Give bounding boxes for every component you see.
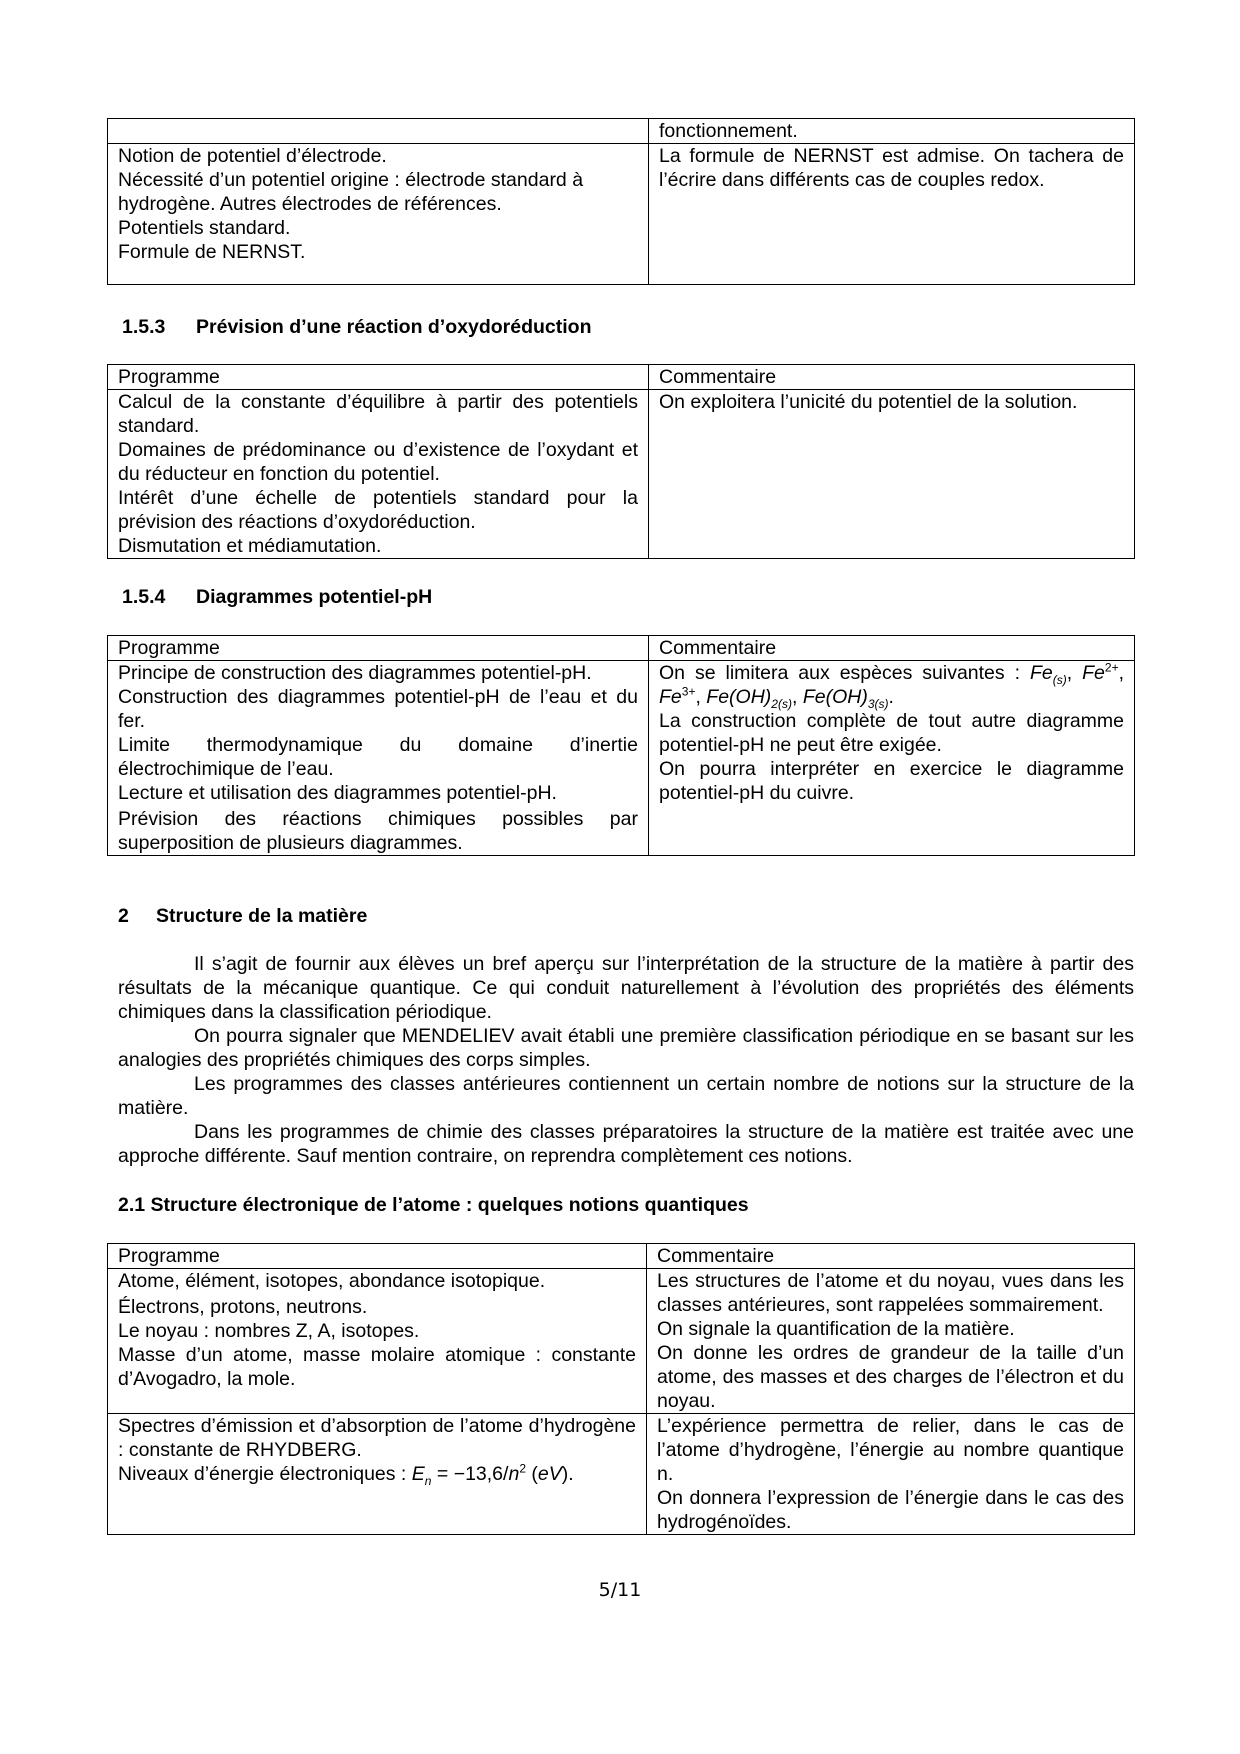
cell-text: Construction des diagrammes potentiel-pH de l’eau et du fer. — [118, 686, 638, 732]
table-header-row — [108, 636, 1135, 661]
species-fe-sub — [1053, 673, 1067, 687]
table-electrode-potential — [107, 118, 1135, 285]
cell-text: Calcul de la constante d’équilibre à partir des potentiels standard. — [118, 391, 638, 437]
table-row — [108, 390, 1135, 559]
table-cell-program — [108, 661, 649, 856]
table-row — [108, 661, 1135, 856]
formula-e: E — [411, 1463, 425, 1485]
subscript-text: 3(s) — [867, 696, 889, 711]
cell-text: Nécessité d’un potentiel origine : électrode standard à hydrogène. Autres électrodes de références. — [118, 169, 584, 215]
table-cell-program — [108, 390, 649, 559]
column-header-commentaire: Commentaire — [649, 636, 1135, 661]
species-fe2-sup: 2+ — [1104, 660, 1119, 675]
section-title: Diagrammes potentiel-pH — [196, 586, 433, 608]
species-feoh3: Fe(OH) — [802, 686, 868, 708]
paragraph: Les programmes des classes antérieures contiennent un certain nombre de notions sur la structure de la matière. — [118, 1073, 1134, 1119]
table-cell-comment — [649, 390, 1135, 559]
section-2-body — [118, 952, 1134, 1168]
cell-text: Dismutation et médiamutation. — [118, 535, 382, 557]
paragraph: On pourra signaler que MENDELIEV avait établi une première classification périodique en se basant sur les analogies des propriétés chimiques des corps simples. — [118, 1025, 1134, 1071]
table-row — [108, 1269, 1135, 1414]
cell-text: Masse d’un atome, masse molaire atomique : constante d’Avogadro, la mole. — [118, 1344, 636, 1390]
formula-n: n — [508, 1463, 520, 1485]
table-cell-comment — [649, 661, 1135, 856]
species-fe3: Fe — [659, 686, 682, 708]
cell-text: On signale la quantification de la matière. — [657, 1318, 1015, 1340]
section-title: Prévision d’une réaction d’oxydoréduction — [196, 316, 592, 338]
formula-unit: eV — [537, 1463, 562, 1485]
formula-mid: = −13,6/ — [431, 1463, 509, 1485]
cell-text: La formule de NERNST est admise. On tachera de l’écrire dans différents cas de couples redox. — [659, 145, 1124, 191]
table-potential-ph — [107, 635, 1135, 856]
cell-text: L’expérience permettra de relier, dans le cas de l’atome d’hydrogène, l’énergie au nombre quantique n. — [657, 1415, 1124, 1485]
subscript-text: (s) — [1052, 672, 1067, 687]
formula-n-sup: 2 — [519, 1461, 526, 1476]
section-heading-2 — [118, 904, 367, 928]
section-number: 1.5.3 — [122, 316, 166, 338]
table-cell-comment — [649, 144, 1135, 285]
cell-text: On donnera l’expression de l’énergie dans le cas des hydrogénoïdes. — [657, 1487, 1124, 1533]
cell-text: Principe de construction des diagrammes potentiel-pH. — [118, 662, 592, 684]
table-row — [108, 144, 1135, 285]
section-title: Structure de la matière — [156, 905, 368, 927]
table-cell-program — [108, 1269, 647, 1414]
species-intro: On se limitera aux espèces suivantes : — [659, 662, 1021, 684]
species-fe3-sup: 3+ — [681, 684, 696, 699]
column-header-commentaire: Commentaire — [647, 1244, 1135, 1269]
cell-text: Les structures de l’atome et du noyau, vues dans les classes antérieures, sont rappelées sommairement. — [657, 1270, 1124, 1316]
formula-prefix: Niveaux d’énergie électroniques : — [118, 1463, 412, 1485]
table-oxidoreduction — [107, 364, 1135, 559]
cell-text: Intérêt d’une échelle de potentiels standard pour la prévision des réactions d’oxydoréduction. — [118, 487, 638, 533]
column-header-programme: Programme — [108, 365, 649, 390]
section-number: 2 — [118, 905, 129, 927]
species-list: On se limitera aux espèces suivantes : $Fe_{(s)}$, $Fe^{2+}$, $Fe^{3+}$, $Fe(OH)_{2(s)}$, $Fe(OH)_{3(s)}$. — [659, 660, 1124, 711]
cell-text — [118, 240, 638, 264]
cell-text: Atome, élément, isotopes, abondance isotopique. — [118, 1270, 546, 1292]
page-number: 5/11 — [598, 1579, 642, 1601]
section-heading-1-5-3 — [122, 315, 591, 339]
table-cell-program — [108, 1414, 647, 1535]
species-fe2: Fe — [1082, 662, 1105, 684]
table-cell-program — [108, 144, 649, 285]
cell-text: Domaines de prédominance ou d’existence de l’oxydant et du réducteur en fonction du potentiel. — [118, 439, 638, 485]
cell-text: Notion de potentiel d’électrode. — [118, 145, 387, 167]
paragraph: Il s’agit de fournir aux élèves un bref aperçu sur l’interprétation de la structure de la matière à partir des résultats de la mécanique quantique. Ce qui conduit naturellement à l’évolution des propriétés des éléments chimiques dans la classification périodique. — [118, 953, 1134, 1023]
energy-formula: Niveaux d’énergie électroniques : $E_n = -13,6/n^2$ (eV). — [118, 1461, 574, 1488]
table-header-row — [108, 365, 1135, 390]
table-electronic-structure — [107, 1243, 1135, 1535]
cell-text: On exploitera l’unicité du potentiel de la solution. — [659, 391, 1078, 413]
column-header-programme: Programme — [108, 636, 649, 661]
table-cell-empty — [108, 119, 649, 144]
column-header-commentaire: Commentaire — [649, 365, 1135, 390]
cell-text: Potentiels standard. — [118, 217, 291, 239]
species-feoh2: Fe(OH) — [706, 686, 772, 708]
cell-text: Électrons, protons, neutrons. — [118, 1296, 368, 1318]
subscript-text: 2(s) — [771, 696, 792, 711]
cell-text: On donne les ordres de grandeur de la taille d’un atome, des masses et des charges de l’électron et du noyau. — [657, 1342, 1124, 1412]
cell-text: On pourra interpréter en exercice le diagramme potentiel-pH du cuivre. — [659, 758, 1124, 804]
paragraph: Dans les programmes de chimie des classes préparatoires la structure de la matière est traitée avec une approche différente. Sauf mention contraire, on reprendra complètement ces notions. — [118, 1121, 1134, 1167]
cell-text: Prévision des réactions chimiques possibles par superposition de plusieurs diagrammes. — [118, 808, 638, 854]
subscript-text: n — [424, 1473, 432, 1488]
cell-text: fonctionnement. — [659, 120, 798, 142]
nernst-formula-text: Formule de NERNST. — [118, 241, 306, 263]
table-row — [108, 119, 1135, 144]
table-row — [108, 1414, 1135, 1535]
cell-text: La construction complète de tout autre diagramme potentiel-pH ne peut être exigée. — [659, 710, 1124, 756]
table-cell — [649, 119, 1135, 144]
table-cell-comment — [647, 1414, 1135, 1535]
cell-text: Limite thermodynamique du domaine d’inertie électrochimique de l’eau. — [118, 734, 638, 780]
section-heading-2-1: 2.1 Structure électronique de l’atome : quelques notions quantiques — [118, 1194, 749, 1216]
cell-text: Spectres d’émission et d’absorption de l’atome d’hydrogène : constante de RHYDBERG. — [118, 1415, 636, 1461]
column-header-programme: Programme — [108, 1244, 647, 1269]
table-header-row — [108, 1244, 1135, 1269]
section-number: 1.5.4 — [122, 586, 166, 608]
species-fe: Fe — [1029, 662, 1053, 684]
cell-text: Le noyau : nombres Z, A, isotopes. — [118, 1320, 420, 1342]
cell-text: Lecture et utilisation des diagrammes potentiel-pH. — [118, 782, 557, 804]
table-cell-comment — [647, 1269, 1135, 1414]
section-heading-1-5-4 — [122, 585, 432, 609]
